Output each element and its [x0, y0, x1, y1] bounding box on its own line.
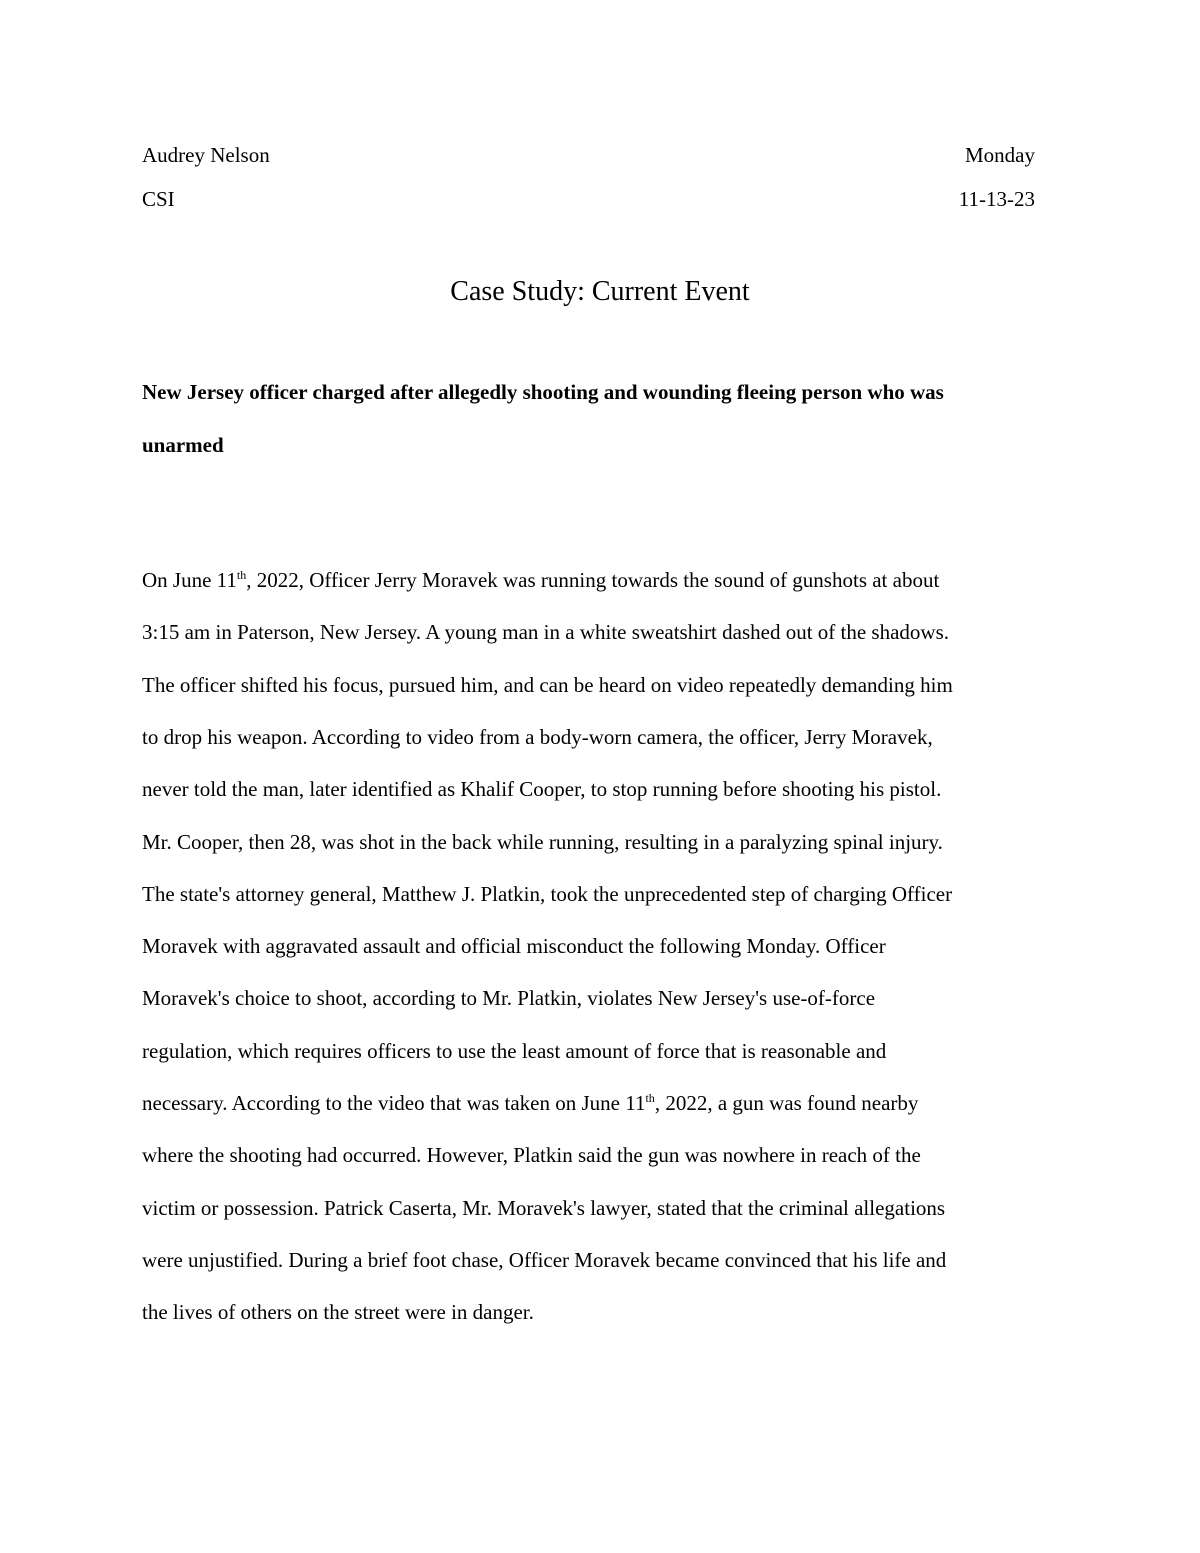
date-label: 11-13-23: [958, 187, 1035, 211]
paragraph-line-5: never told the man, later identified as Khalif Cooper, to stop running before shooting his pistol.: [142, 777, 942, 801]
author-name: Audrey Nelson: [142, 143, 270, 167]
paragraph-line-6: Mr. Cooper, then 28, was shot in the back while running, resulting in a paralyzing spinal injury.: [142, 830, 943, 854]
day-label: Monday: [965, 143, 1035, 167]
paragraph-line-4: to drop his weapon. According to video from a body-worn camera, the officer, Jerry Moravek,: [142, 725, 933, 749]
paragraph-text: On June 11: [142, 568, 237, 592]
paragraph-text: , 2022, Officer Jerry Moravek was running towards the sound of gunshots at about: [246, 568, 940, 592]
paragraph-line-3: The officer shifted his focus, pursued him, and can be heard on video repeatedly demanding him: [142, 673, 953, 697]
paragraph-line-2: 3:15 am in Paterson, New Jersey. A young man in a white sweatshirt dashed out of the shadows.: [142, 620, 950, 644]
paragraph-line-8: Moravek with aggravated assault and official misconduct the following Monday. Officer: [142, 934, 886, 958]
article-headline-line-1: New Jersey officer charged after allegedly shooting and wounding fleeing person who was: [142, 380, 944, 404]
ordinal-suffix: th: [236, 568, 247, 582]
paragraph-line-7: The state's attorney general, Matthew J. Platkin, took the unprecedented step of charging Officer: [142, 882, 953, 906]
ordinal-suffix: th: [645, 1091, 655, 1105]
paragraph-line-1: [142, 568, 939, 592]
article-headline-line-2: unarmed: [142, 433, 224, 457]
paragraph-line-9: Moravek's choice to shoot, according to Mr. Platkin, violates New Jersey's use-of-force: [142, 986, 876, 1010]
course-name: CSI: [142, 187, 175, 211]
paragraph-line-15: the lives of others on the street were in danger.: [142, 1300, 534, 1324]
page-title: Case Study: Current Event: [450, 276, 750, 307]
paragraph-line-14: were unjustified. During a brief foot chase, Officer Moravek became convinced that his life and: [142, 1248, 947, 1272]
paragraph-line-10: regulation, which requires officers to use the least amount of force that is reasonable and: [142, 1039, 887, 1063]
paragraph-line-11: [142, 1091, 918, 1115]
paragraph-text: necessary. According to the video that was taken on June 11: [142, 1091, 646, 1115]
paragraph-line-13: victim or possession. Patrick Caserta, Mr. Moravek's lawyer, stated that the criminal allegations: [142, 1196, 946, 1220]
paragraph-line-12: where the shooting had occurred. However, Platkin said the gun was nowhere in reach of the: [142, 1143, 921, 1167]
paragraph-text: , 2022, a gun was found nearby: [654, 1091, 919, 1115]
